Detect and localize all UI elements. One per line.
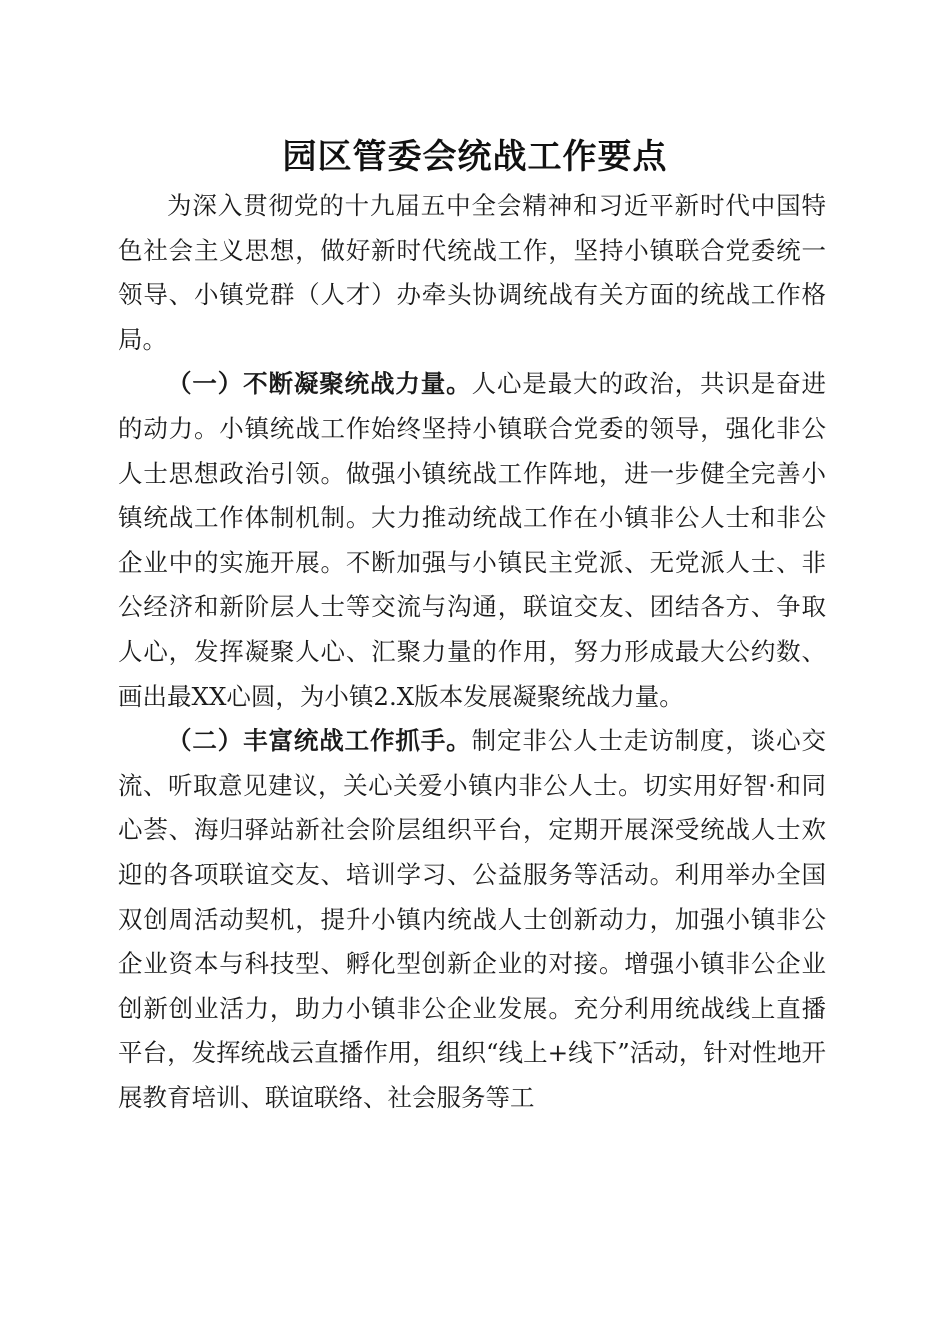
section-paragraph bbox=[118, 362, 826, 719]
section-heading: （一）不断凝聚统战力量。 bbox=[167, 369, 472, 399]
section-heading: （二）丰富统战工作抓手。 bbox=[167, 726, 472, 756]
document-title: 园区管委会统战工作要点 bbox=[282, 137, 668, 177]
section-paragraph bbox=[118, 719, 826, 1120]
intro-paragraph: 为深入贯彻党的十九届五中全会精神和习近平新时代中国特色社会主义思想，做好新时代统战工作，坚持小镇联合党委统一领导、小镇党群（人才）办牵头协调统战有关方面的统战工作格局。 bbox=[118, 191, 826, 354]
section-text: 人心是最大的政治，共识是奋进的动力。小镇统战工作始终坚持小镇联合党委的领导，强化非公人士思想政治引领。做强小镇统战工作阵地，进一步健全完善小镇统战工作体制机制。大力推动统战工作在小镇非公人士和非公企业中的实施开展。不断加强与小镇民主党派、无党派人士、非公经济和新阶层人士等交流与沟通，联谊交友、团结各方、争取人心，发挥凝聚人心、汇聚力量的作用，努力形成最大公约数、画出最XX心圆，为小镇2.X版本发展凝聚统战力量。 bbox=[118, 369, 827, 711]
section-text: 制定非公人士走访制度，谈心交流、听取意见建议，关心关爱小镇内非公人士。切实用好智·和同心荟、海归驿站新社会阶层组织平台，定期开展深受统战人士欢迎的各项联谊交友、培训学习、公益服务等活动。利用举办全国双创周活动契机，提升小镇内统战人士创新动力，加强小镇非公企业资本与科技型、孵化型创新企业的对接。增强小镇非公企业创新创业活力，助力小镇非公企业发展。充分利用统战线上直播平台，发挥统战云直播作用，组织“线上+线下”活动，针对性地开展教育培训、联谊联络、社会服务等工 bbox=[118, 726, 827, 1112]
document-body bbox=[118, 184, 826, 1120]
